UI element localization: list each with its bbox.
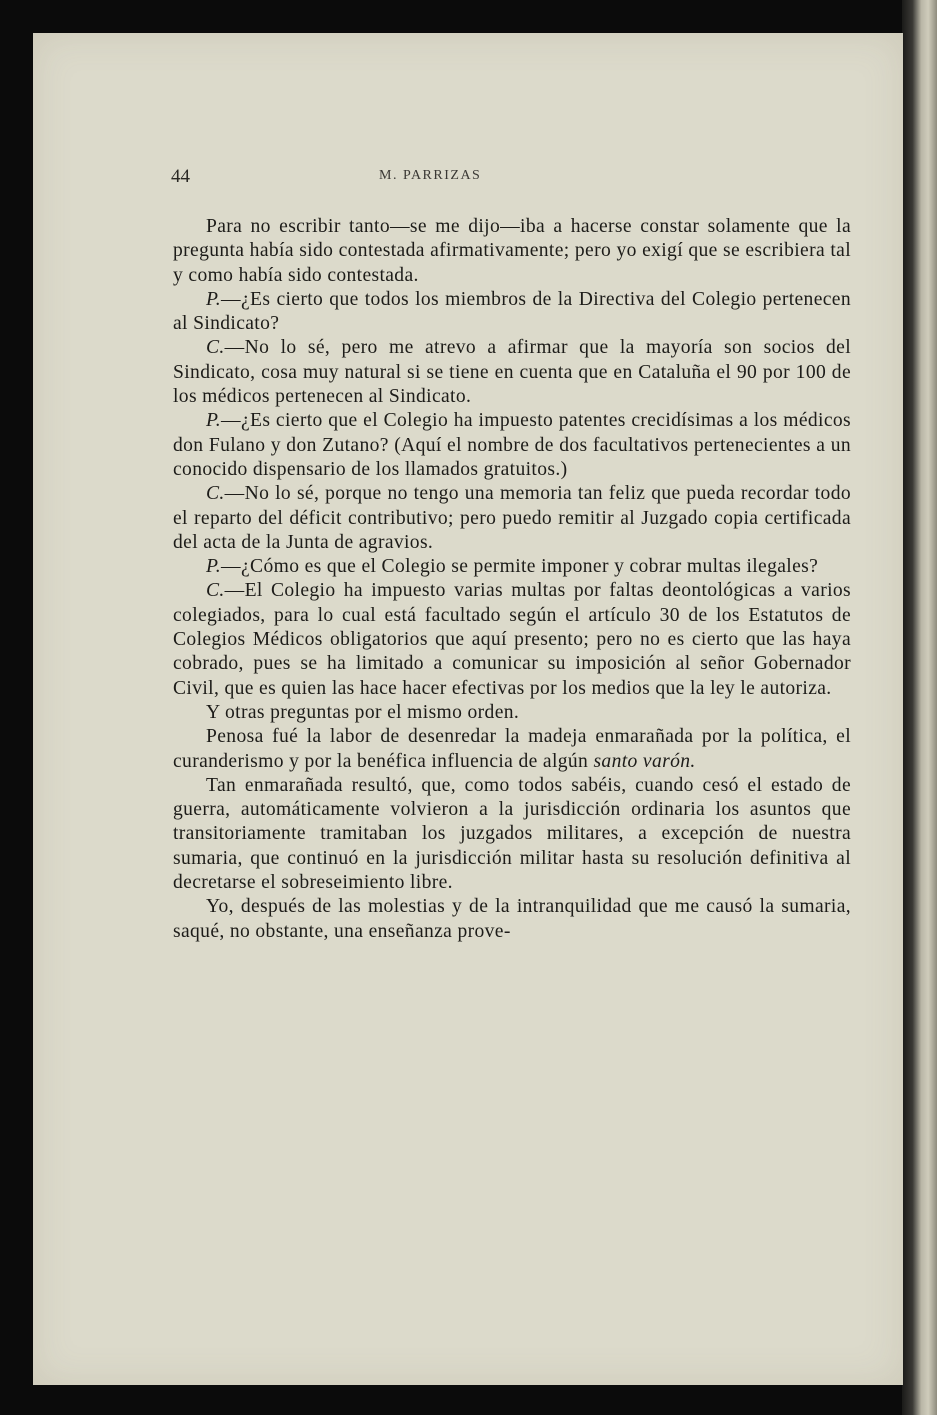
speaker-label: C. [206, 337, 225, 359]
paragraph-text: —¿Cómo es que el Colegio se permite imponer y cobrar multas ilegales? [221, 556, 819, 578]
italic-phrase: santo varón. [593, 750, 696, 772]
dialogue-question [173, 555, 851, 579]
paragraph-text: —El Colegio ha impuesto varias multas por faltas deontológicas a varios colegiados, para lo cual está facultado según el artículo 30 de los Estatutos de Colegios Médicos obligatorios que aquí presento; pero no es cierto que las haya cobrado, pues se ha limitado a comunicar su imposición al señor Gobernador Civil, que es quien las hace hacer efectivas por los medios que la ley le autoriza. [173, 580, 851, 699]
author-header: M. PARRIZAS [379, 168, 482, 183]
speaker-label: C. [206, 580, 225, 602]
paragraph-text: Para no escribir tanto—se me dijo—iba a hacerse constar solamente que la pregunta había sido contestada afirmativamente; pero yo exigí que se escribiera tal y como había sido contestada. [173, 216, 851, 286]
paragraph [173, 774, 851, 895]
paragraph-text: —¿Es cierto que todos los miembros de la Directiva del Colegio pertenecen al Sindicato? [173, 288, 851, 335]
speaker-label: P. [206, 410, 222, 432]
dialogue-answer [173, 482, 851, 555]
dialogue-answer [173, 336, 851, 409]
paragraph [173, 895, 851, 944]
paragraph-text: —No lo sé, porque no tengo una memoria tan feliz que pueda recordar todo el reparto del déficit contributivo; pero puedo remitir al Juzgado copia certificada del acta de la Junta de agravios. [173, 483, 851, 553]
paragraph-text: Penosa fué la labor de desenredar la madeja enmarañada por la política, el curanderismo y por la benéfica influencia de algún [173, 726, 851, 772]
paragraph-text: Y otras preguntas por el mismo orden. [206, 701, 520, 723]
paragraph-text: —¿Es cierto que el Colegio ha impuesto patentes crecidísimas a los médicos don Fulano y don Zutano? (Aquí el nombre de dos facultativos pertenecientes a un conocido dispensario de los llamados gratuitos.) [173, 410, 851, 480]
paragraph-text: Yo, después de las molestias y de la intranquilidad que me causó la sumaria, saqué, no obstante, una enseñanza prove- [173, 896, 851, 942]
book-page [33, 33, 903, 1385]
body-text [173, 215, 851, 944]
dialogue-question [173, 409, 851, 482]
paragraph [173, 701, 851, 725]
page-number: 44 [171, 166, 190, 187]
paragraph [173, 215, 851, 288]
dialogue-answer [173, 579, 851, 700]
speaker-label: C. [206, 483, 225, 505]
paragraph-text: —No lo sé, pero me atrevo a afirmar que la mayoría son socios del Sindicato, cosa muy natural si se tiene en cuenta que en Cataluña el 90 por 100 de los médicos pertenecen al Sindicato. [173, 337, 851, 408]
paragraph-text: Tan enmarañada resultó, que, como todos sabéis, cuando cesó el estado de guerra, automáticamente volvieron a la jurisdicción ordinaria los asuntos que transitoriamente tramitaban los juzgados militares, a excepción de nuestra sumaria, que continuó en la jurisdicción militar hasta su resolución definitiva al decretarse el sobreseimiento libre. [173, 774, 851, 894]
speaker-label: P. [206, 556, 222, 578]
dialogue-question [173, 288, 851, 337]
scan-background-edge [902, 0, 937, 1415]
running-head [33, 166, 903, 186]
paragraph [173, 725, 851, 774]
speaker-label: P. [206, 288, 222, 310]
